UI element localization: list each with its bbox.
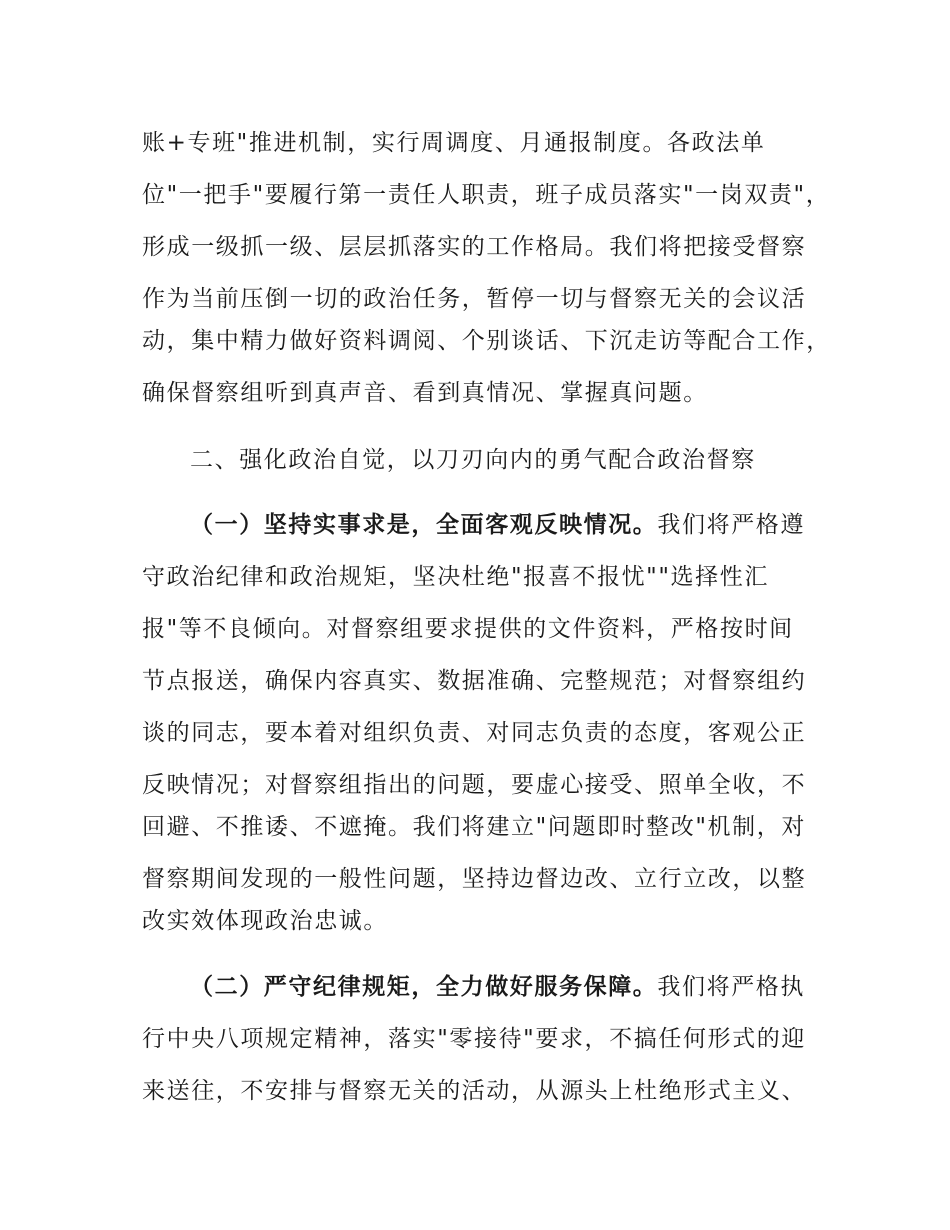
body-text-line: 确保督察组听到真声音、看到真情况、掌握真问题。 bbox=[142, 380, 708, 406]
body-text-line: 行中央八项规定精神，落实"零接待"要求，不搞任何形式的迎 bbox=[142, 1026, 806, 1052]
body-text-line: 守政治纪律和政治规矩，坚决杜绝"报喜不报忧""选择性汇 bbox=[142, 564, 769, 590]
body-text-line: 节点报送，确保内容真实、数据准确、完整规范；对督察组约 bbox=[142, 668, 807, 694]
body-text-line: 谈的同志，要本着对组织负责、对同志负责的态度，客观公正 bbox=[142, 720, 807, 746]
body-text-line: 动，集中精力做好资料调阅、个别谈话、下沉走访等配合工作， bbox=[142, 328, 831, 354]
body-text-line: 反映情况；对督察组指出的问题，要虚心接受、照单全收，不 bbox=[142, 772, 807, 798]
paragraph-text: 我们将严格执 bbox=[657, 974, 806, 1000]
body-text-line: 形成一级抓一级、层层抓落实的工作格局。我们将把接受督察 bbox=[142, 234, 807, 260]
body-text-line: 督察期间发现的一般性问题，坚持边督边改、立行立改，以整 bbox=[142, 866, 807, 892]
body-text-line: 位"一把手"要履行第一责任人职责，班子成员落实"一岗双责"， bbox=[142, 182, 831, 208]
body-text-line: 账+专班"推进机制，实行周调度、月通报制度。各政法单 bbox=[142, 130, 766, 156]
body-text-line: 作为当前压倒一切的政治任务，暂停一切与督察无关的会议活 bbox=[142, 286, 807, 312]
paragraph-lead: （二）严守纪律规矩，全力做好服务保障。 bbox=[190, 974, 658, 1000]
paragraph-text: 我们将严格遵 bbox=[657, 512, 806, 538]
paragraph-first-line bbox=[190, 510, 805, 540]
body-text-line: 报"等不良倾向。对督察组要求提供的文件资料，严格按时间 bbox=[142, 616, 794, 642]
body-text-line: 来送往，不安排与督察无关的活动，从源头上杜绝形式主义、 bbox=[142, 1078, 807, 1104]
paragraph-lead: （一）坚持实事求是，全面客观反映情况。 bbox=[190, 512, 658, 538]
section-heading: 二、强化政治自觉，以刀刃向内的勇气配合政治督察 bbox=[190, 447, 756, 473]
paragraph-first-line bbox=[190, 972, 805, 1002]
body-text-line: 改实效体现政治忠诚。 bbox=[142, 908, 388, 934]
body-text-line: 回避、不推诿、不遮掩。我们将建立"问题即时整改"机制，对 bbox=[142, 814, 806, 840]
